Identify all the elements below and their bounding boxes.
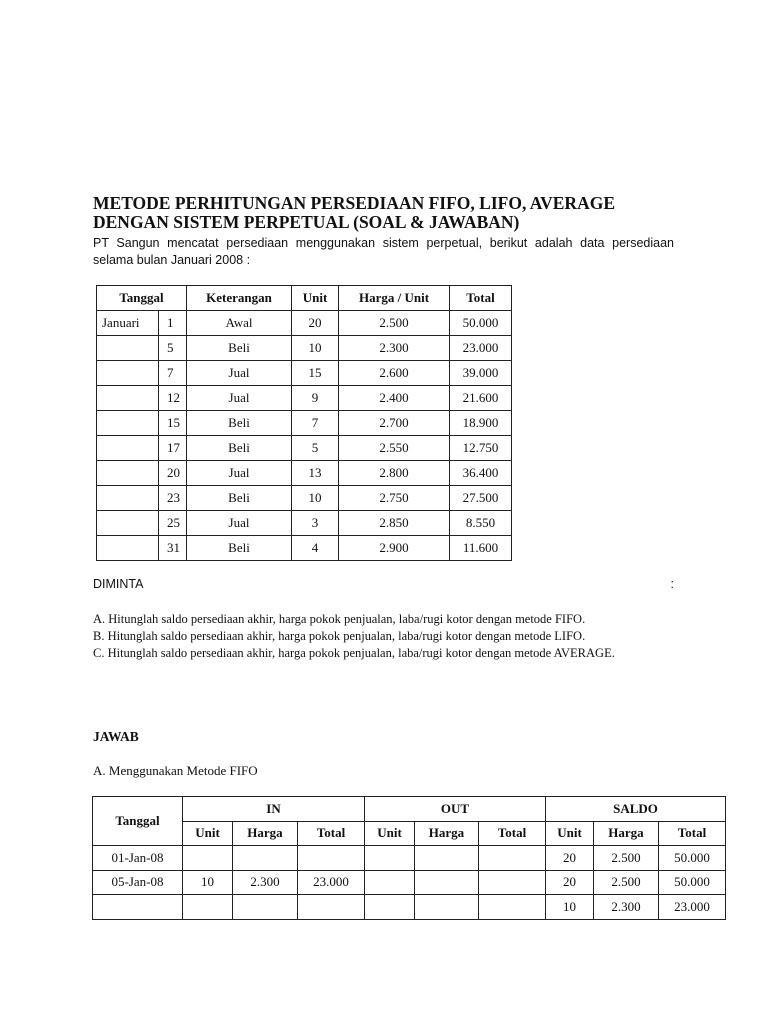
month-cell (97, 436, 159, 461)
header-tanggal: Tanggal (97, 286, 187, 311)
fifo-date-cell: 01-Jan-08 (93, 846, 183, 871)
keterangan-cell: Jual (187, 461, 292, 486)
table-row (93, 895, 726, 920)
unit-cell: 7 (292, 411, 339, 436)
jawab-heading: JAWAB (93, 729, 139, 744)
fifo-value-cell (298, 895, 365, 920)
fifo-subheader-total: Total (298, 821, 365, 846)
fifo-value-cell: 20 (546, 846, 594, 871)
task-a: A. Hitunglah saldo persediaan akhir, harga pokok penjualan, laba/rugi kotor dengan metode FIFO. (93, 612, 586, 626)
fifo-value-cell: 2.500 (594, 870, 659, 895)
fifo-date-cell (93, 895, 183, 920)
harga-cell: 2.750 (339, 486, 450, 511)
keterangan-cell: Beli (187, 436, 292, 461)
total-cell: 8.550 (450, 511, 512, 536)
harga-cell: 2.400 (339, 386, 450, 411)
unit-cell: 3 (292, 511, 339, 536)
fifo-subheader-unit: Unit (183, 821, 233, 846)
day-cell: 20 (159, 461, 187, 486)
day-cell: 17 (159, 436, 187, 461)
intro-paragraph: PT Sangun mencatat persediaan menggunakan sistem perpetual, berikut adalah data persediaan selama bulan Januari 2008 : (93, 236, 674, 267)
unit-cell: 4 (292, 536, 339, 561)
header-keterangan: Keterangan (187, 286, 292, 311)
task-list (93, 611, 674, 661)
diminta-label: DIMINTA (93, 577, 144, 591)
month-cell (97, 411, 159, 436)
month-cell (97, 461, 159, 486)
fifo-value-cell (233, 895, 298, 920)
month-cell (97, 511, 159, 536)
table-row (93, 846, 726, 871)
keterangan-cell: Jual (187, 511, 292, 536)
fifo-header-saldo: SALDO (546, 797, 726, 822)
fifo-header-in: IN (183, 797, 365, 822)
fifo-value-cell: 50.000 (659, 870, 726, 895)
fifo-subheader-total: Total (479, 821, 546, 846)
keterangan-cell: Awal (187, 311, 292, 336)
table-row (97, 411, 512, 436)
fifo-subheader-harga: Harga (415, 821, 479, 846)
fifo-value-cell: 10 (183, 870, 233, 895)
fifo-value-cell: 50.000 (659, 846, 726, 871)
total-cell: 21.600 (450, 386, 512, 411)
total-cell: 23.000 (450, 336, 512, 361)
fifo-subheader-total: Total (659, 821, 726, 846)
title-line-1: METODE PERHITUNGAN PERSEDIAAN FIFO, LIFO, AVERAGE (93, 193, 615, 213)
fifo-value-cell (183, 895, 233, 920)
day-cell: 12 (159, 386, 187, 411)
unit-cell: 10 (292, 486, 339, 511)
day-cell: 5 (159, 336, 187, 361)
day-cell: 15 (159, 411, 187, 436)
fifo-value-cell: 20 (546, 870, 594, 895)
fifo-value-cell (415, 895, 479, 920)
table-row (97, 436, 512, 461)
fifo-value-cell (365, 895, 415, 920)
total-cell: 39.000 (450, 361, 512, 386)
fifo-table (92, 796, 726, 920)
fifo-value-cell: 2.500 (594, 846, 659, 871)
fifo-value-cell (415, 870, 479, 895)
month-cell (97, 386, 159, 411)
day-cell: 7 (159, 361, 187, 386)
fifo-value-cell: 2.300 (233, 870, 298, 895)
table-row (93, 870, 726, 895)
harga-cell: 2.500 (339, 311, 450, 336)
day-cell: 25 (159, 511, 187, 536)
fifo-value-cell: 23.000 (659, 895, 726, 920)
fifo-subheader-unit: Unit (365, 821, 415, 846)
keterangan-cell: Beli (187, 411, 292, 436)
month-cell: Januari (97, 311, 159, 336)
fifo-subheader-harga: Harga (594, 821, 659, 846)
day-cell: 23 (159, 486, 187, 511)
fifo-subheader-row (93, 821, 726, 846)
diminta-colon: : (670, 577, 674, 591)
fifo-value-cell: 2.300 (594, 895, 659, 920)
fifo-value-cell (479, 895, 546, 920)
fifo-value-cell (479, 870, 546, 895)
harga-cell: 2.600 (339, 361, 450, 386)
unit-cell: 10 (292, 336, 339, 361)
fifo-subheading: A. Menggunakan Metode FIFO (93, 763, 258, 778)
month-cell (97, 486, 159, 511)
fifo-value-cell (233, 846, 298, 871)
header-unit: Unit (292, 286, 339, 311)
unit-cell: 15 (292, 361, 339, 386)
fifo-value-cell: 23.000 (298, 870, 365, 895)
total-cell: 18.900 (450, 411, 512, 436)
harga-cell: 2.900 (339, 536, 450, 561)
title-line-2: DENGAN SISTEM PERPETUAL (SOAL & JAWABAN) (93, 212, 520, 232)
inventory-data-table (96, 285, 512, 561)
table-row (97, 486, 512, 511)
fifo-body (93, 846, 726, 920)
fifo-subheader-harga: Harga (233, 821, 298, 846)
table-row (97, 461, 512, 486)
table-row (97, 511, 512, 536)
task-c: C. Hitunglah saldo persediaan akhir, harga pokok penjualan, laba/rugi kotor dengan metode AVERAGE. (93, 645, 615, 660)
fifo-subheader-unit: Unit (546, 821, 594, 846)
fifo-value-cell (298, 846, 365, 871)
total-cell: 12.750 (450, 436, 512, 461)
fifo-header-tanggal: Tanggal (93, 797, 183, 846)
fifo-date-cell: 05-Jan-08 (93, 870, 183, 895)
day-cell: 31 (159, 536, 187, 561)
harga-cell: 2.700 (339, 411, 450, 436)
total-cell: 50.000 (450, 311, 512, 336)
header-total: Total (450, 286, 512, 311)
harga-cell: 2.550 (339, 436, 450, 461)
unit-cell: 5 (292, 436, 339, 461)
table-row (97, 336, 512, 361)
keterangan-cell: Beli (187, 336, 292, 361)
keterangan-cell: Jual (187, 361, 292, 386)
keterangan-cell: Jual (187, 386, 292, 411)
harga-cell: 2.850 (339, 511, 450, 536)
month-cell (97, 336, 159, 361)
unit-cell: 20 (292, 311, 339, 336)
fifo-value-cell (183, 846, 233, 871)
diminta-line (93, 576, 674, 593)
table-header-row (97, 286, 512, 311)
keterangan-cell: Beli (187, 536, 292, 561)
fifo-value-cell (365, 846, 415, 871)
harga-cell: 2.300 (339, 336, 450, 361)
inventory-data-body (97, 311, 512, 561)
keterangan-cell: Beli (187, 486, 292, 511)
document-title (93, 194, 678, 232)
total-cell: 11.600 (450, 536, 512, 561)
header-harga-unit: Harga / Unit (339, 286, 450, 311)
day-cell: 1 (159, 311, 187, 336)
fifo-value-cell: 10 (546, 895, 594, 920)
table-row (97, 361, 512, 386)
fifo-group-header-row (93, 797, 726, 822)
table-row (97, 311, 512, 336)
fifo-value-cell (479, 846, 546, 871)
fifo-header-out: OUT (365, 797, 546, 822)
month-cell (97, 361, 159, 386)
unit-cell: 9 (292, 386, 339, 411)
month-cell (97, 536, 159, 561)
harga-cell: 2.800 (339, 461, 450, 486)
table-row (97, 386, 512, 411)
total-cell: 27.500 (450, 486, 512, 511)
fifo-value-cell (415, 846, 479, 871)
total-cell: 36.400 (450, 461, 512, 486)
task-b: B. Hitunglah saldo persediaan akhir, harga pokok penjualan, laba/rugi kotor dengan metode LIFO. (93, 628, 586, 643)
fifo-value-cell (365, 870, 415, 895)
table-row (97, 536, 512, 561)
unit-cell: 13 (292, 461, 339, 486)
